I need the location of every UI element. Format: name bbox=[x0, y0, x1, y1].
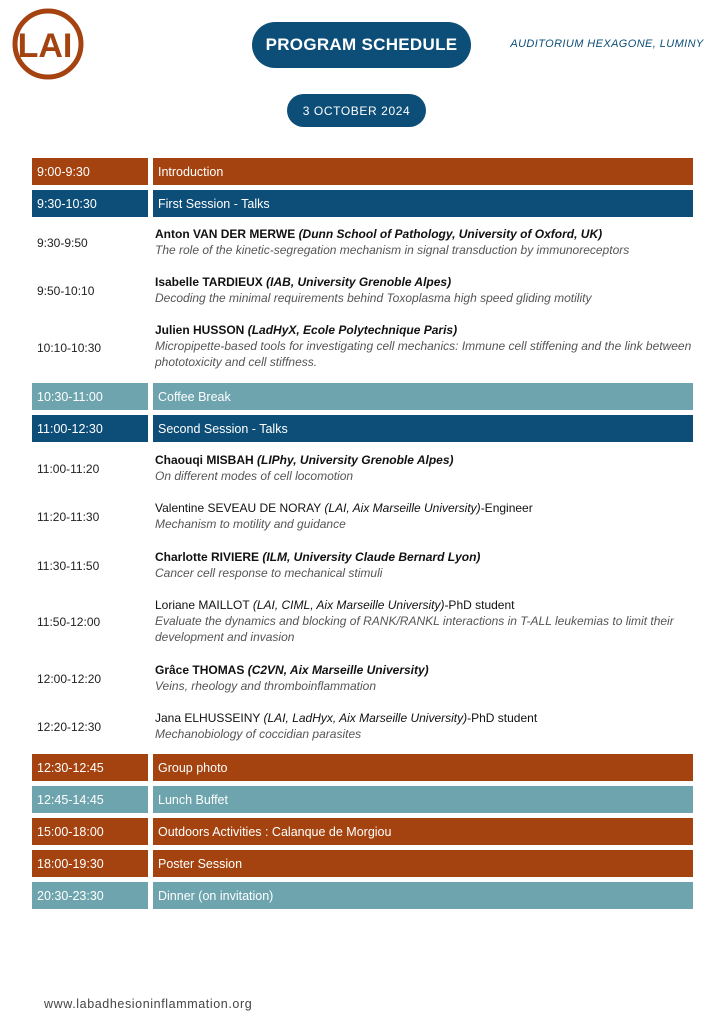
schedule-block bbox=[32, 754, 693, 781]
talk-speaker bbox=[155, 226, 693, 242]
speaker-affiliation: (LIPhy, University Grenoble Alpes) bbox=[257, 453, 454, 467]
schedule-block bbox=[32, 415, 693, 442]
schedule-block bbox=[32, 158, 693, 185]
speaker-name: Julien HUSSON bbox=[155, 323, 245, 337]
speaker-affiliation: (LAI, LadHyx, Aix Marseille University) bbox=[263, 711, 468, 725]
talk-speaker bbox=[155, 549, 693, 565]
schedule-block bbox=[32, 818, 693, 845]
schedule-block bbox=[32, 850, 693, 877]
talk-topic: Veins, rheology and thromboinflammation bbox=[155, 679, 377, 693]
speaker-name: Charlotte RIVIERE bbox=[155, 550, 260, 564]
block-label: Poster Session bbox=[153, 850, 693, 877]
block-label: Coffee Break bbox=[153, 383, 693, 410]
block-label: Group photo bbox=[153, 754, 693, 781]
talk-topic: On different modes of cell locomotion bbox=[155, 469, 354, 483]
block-time: 9:30-10:30 bbox=[32, 190, 148, 217]
talk-topic: Cancer cell response to mechanical stimuli bbox=[155, 566, 383, 580]
lai-logo bbox=[12, 8, 84, 80]
talk-speaker bbox=[155, 710, 693, 726]
speaker-role: -Engineer bbox=[480, 501, 533, 515]
block-time: 12:45-14:45 bbox=[32, 786, 148, 813]
speaker-affiliation: (Dunn School of Pathology, University of Oxford, UK) bbox=[298, 227, 603, 241]
speaker-name: Anton VAN DER MERWE bbox=[155, 227, 296, 241]
block-time: 20:30-23:30 bbox=[32, 882, 148, 909]
block-label: Introduction bbox=[153, 158, 693, 185]
talk-row bbox=[32, 662, 693, 696]
talk-row bbox=[32, 274, 693, 308]
block-time: 18:00-19:30 bbox=[32, 850, 148, 877]
talk-topic: Micropipette-based tools for investigating cell mechanics: Immune cell stiffening and the link between phototoxicity and cell stiffness. bbox=[155, 339, 692, 369]
talk-row bbox=[32, 226, 693, 260]
talk-time: 11:30-11:50 bbox=[37, 559, 100, 573]
talk-time: 11:50-12:00 bbox=[37, 615, 101, 629]
talk-speaker bbox=[155, 274, 693, 290]
speaker-role: -PhD student bbox=[444, 598, 515, 612]
talk-time: 12:20-12:30 bbox=[37, 720, 102, 734]
page-title: PROGRAM SCHEDULE bbox=[252, 22, 471, 68]
talk-speaker bbox=[155, 662, 693, 678]
speaker-affiliation: (LadHyX, Ecole Polytechnique Paris) bbox=[247, 323, 458, 337]
talk-speaker bbox=[155, 597, 693, 613]
talk-time: 9:50-10:10 bbox=[37, 284, 95, 298]
talk-row bbox=[32, 452, 693, 486]
talk-row bbox=[32, 549, 693, 583]
schedule-block bbox=[32, 786, 693, 813]
speaker-role: -PhD student bbox=[467, 711, 538, 725]
block-label: First Session - Talks bbox=[153, 190, 693, 217]
date-badge: 3 OCTOBER 2024 bbox=[287, 94, 426, 127]
speaker-name: Valentine SEVEAU DE NORAY bbox=[155, 501, 322, 515]
talk-time: 11:20-11:30 bbox=[37, 510, 100, 524]
speaker-affiliation: (LAI, Aix Marseille University) bbox=[324, 501, 481, 515]
schedule-block bbox=[32, 882, 693, 909]
talk-row bbox=[32, 710, 693, 744]
speaker-affiliation: (ILM, University Claude Bernard Lyon) bbox=[262, 550, 481, 564]
block-time: 11:00-12:30 bbox=[32, 415, 148, 442]
schedule-block bbox=[32, 383, 693, 410]
speaker-affiliation: (LAI, CIML, Aix Marseille University) bbox=[252, 598, 445, 612]
talk-row bbox=[32, 500, 693, 534]
talk-topic: Mechanobiology of coccidian parasites bbox=[155, 727, 362, 741]
talk-speaker bbox=[155, 452, 693, 468]
block-label: Second Session - Talks bbox=[153, 415, 693, 442]
talk-time: 9:30-9:50 bbox=[37, 236, 88, 250]
logo-text: LAI bbox=[17, 27, 73, 65]
talk-speaker bbox=[155, 322, 693, 338]
speaker-name: Chaouqi MISBAH bbox=[155, 453, 254, 467]
talk-time: 12:00-12:20 bbox=[37, 672, 102, 686]
website-link[interactable]: www.labadhesioninflammation.org bbox=[44, 997, 253, 1011]
block-time: 9:00-9:30 bbox=[32, 158, 148, 185]
speaker-name: Grâce THOMAS bbox=[155, 663, 245, 677]
block-time: 10:30-11:00 bbox=[32, 383, 148, 410]
block-label: Outdoors Activities : Calanque de Morgiou bbox=[153, 818, 693, 845]
talk-time: 11:00-11:20 bbox=[37, 462, 100, 476]
talk-topic: The role of the kinetic-segregation mechanism in signal transduction by immunoreceptors bbox=[155, 243, 630, 257]
talk-row bbox=[32, 597, 693, 647]
talk-topic: Mechanism to motility and guidance bbox=[155, 517, 346, 531]
venue-label: AUDITORIUM HEXAGONE, LUMINY bbox=[510, 38, 704, 50]
speaker-affiliation: (IAB, University Grenoble Alpes) bbox=[266, 275, 452, 289]
speaker-name: Isabelle TARDIEUX bbox=[155, 275, 263, 289]
talk-time: 10:10-10:30 bbox=[37, 341, 102, 355]
block-time: 12:30-12:45 bbox=[32, 754, 148, 781]
block-label: Lunch Buffet bbox=[153, 786, 693, 813]
block-time: 15:00-18:00 bbox=[32, 818, 148, 845]
speaker-name: Jana ELHUSSEINY bbox=[155, 711, 261, 725]
schedule-block bbox=[32, 190, 693, 217]
block-label: Dinner (on invitation) bbox=[153, 882, 693, 909]
speaker-affiliation: (C2VN, Aix Marseille University) bbox=[247, 663, 429, 677]
talk-topic: Evaluate the dynamics and blocking of RANK/RANKL interactions in T-ALL leukemias to limit their development and invasion bbox=[155, 614, 674, 644]
talk-speaker bbox=[155, 500, 693, 516]
speaker-name: Loriane MAILLOT bbox=[155, 598, 250, 612]
talk-topic: Decoding the minimal requirements behind Toxoplasma high speed gliding motility bbox=[155, 291, 592, 305]
talk-row bbox=[32, 322, 693, 374]
